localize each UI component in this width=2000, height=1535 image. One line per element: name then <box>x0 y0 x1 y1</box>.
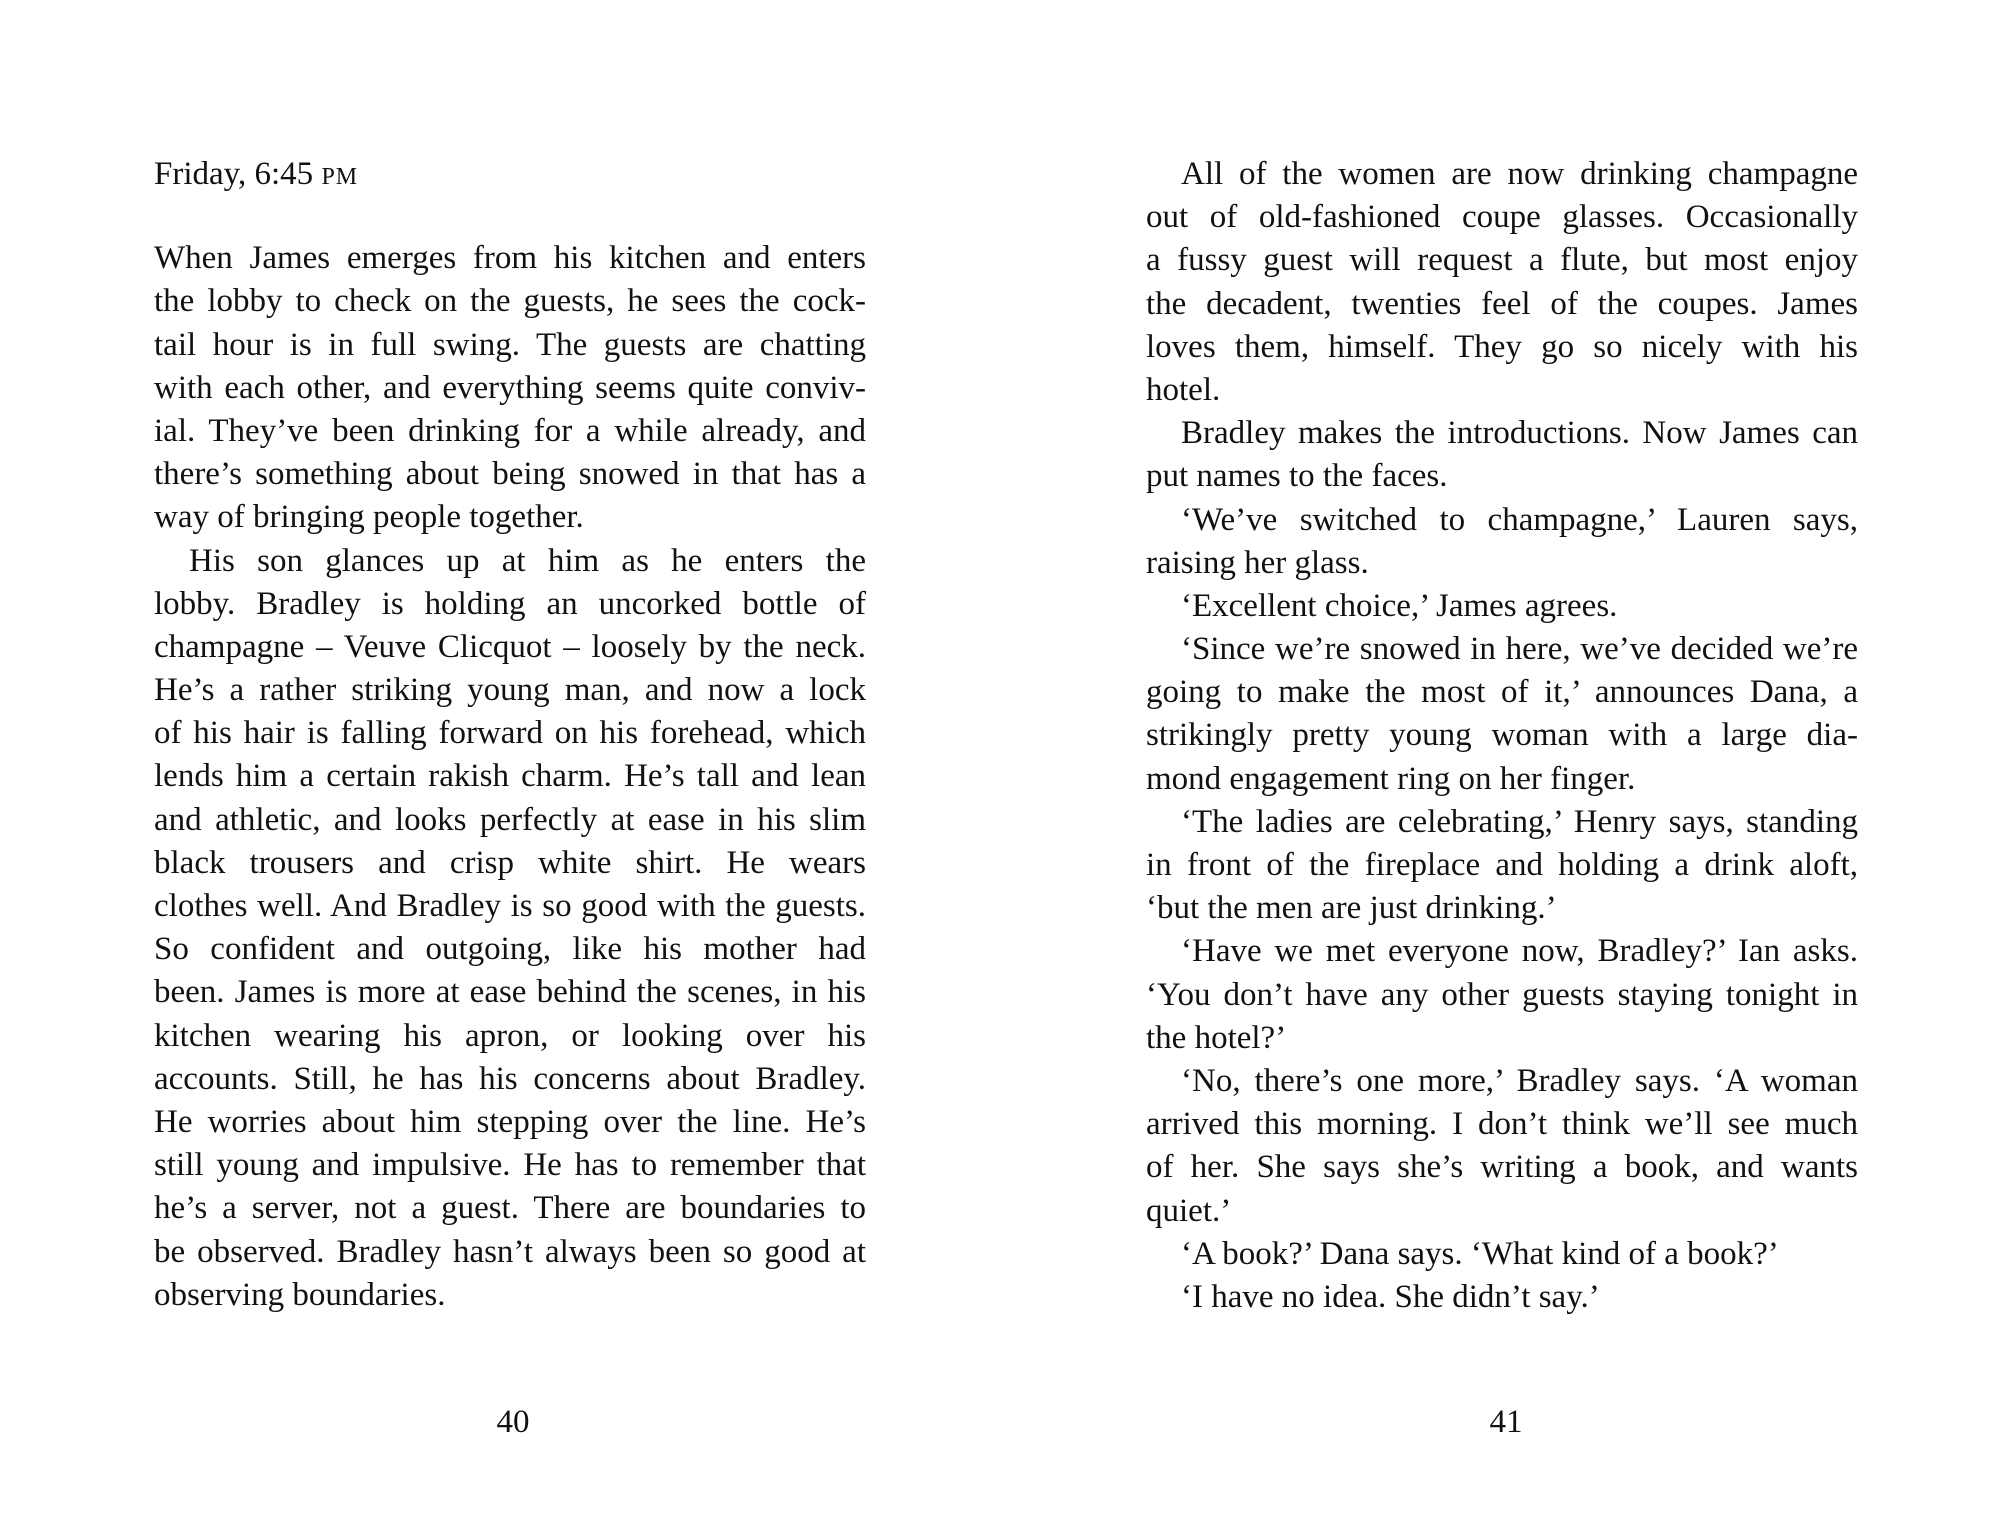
text-line: hotel. <box>1146 371 1221 408</box>
text-line: ‘Have we met everyone now, Bradley?’ Ian asks. <box>1181 933 1858 970</box>
text-line: accounts. Still, he has his concerns about Bradley. <box>154 1060 866 1097</box>
text-line: still young and impulsive. He has to remember that <box>154 1147 866 1184</box>
text-line: of his hair is falling forward on his forehead, which <box>154 715 866 752</box>
heading-day-time: Friday, 6:45 <box>154 156 314 192</box>
text-line: of her. She says she’s writing a book, and wants <box>1146 1149 1858 1186</box>
text-line: and athletic, and looks perfectly at ease in his slim <box>154 801 866 838</box>
text-line: the hotel?’ <box>1146 1019 1287 1056</box>
text-line: in front of the fireplace and holding a drink aloft, <box>1146 847 1858 883</box>
text-line: the decadent, twenties feel of the coupes. James <box>1146 285 1858 322</box>
text-line: ‘The ladies are celebrating,’ Henry says, standing <box>1181 803 1858 840</box>
text-line: lends him a certain rakish charm. He’s tall and lean <box>154 758 866 795</box>
text-line: quiet.’ <box>1146 1192 1232 1229</box>
text-line: way of bringing people together. <box>154 499 584 536</box>
text-line: been. James is more at ease behind the scenes, in his <box>154 974 866 1011</box>
text-line: ‘No, there’s one more,’ Bradley says. ‘A woman <box>1181 1062 1858 1099</box>
text-line: observing boundaries. <box>154 1276 446 1313</box>
text-line: arrived this morning. I don’t think we’ll see much <box>1146 1106 1858 1143</box>
text-line: He’s a rather striking young man, and now a lock <box>154 672 866 709</box>
text-line: Bradley makes the introductions. Now James can <box>1181 415 1858 452</box>
text-line: ‘A book?’ Dana says. ‘What kind of a book?’ <box>1181 1235 1779 1272</box>
text-line: ial. They’ve been drinking for a while already, and <box>154 412 866 449</box>
page-number: 40 <box>496 1404 530 1440</box>
section-heading <box>154 153 866 196</box>
text-line: ‘We’ve switched to champagne,’ Lauren says, <box>1181 501 1858 538</box>
text-line: there’s something about being snowed in that has a <box>154 456 866 493</box>
heading-meridiem: PM <box>321 164 359 190</box>
text-line: the lobby to check on the guests, he sees the cock- <box>154 283 866 320</box>
left-page-text <box>154 153 866 1317</box>
text-line: strikingly pretty young woman with a large dia- <box>1146 717 1858 754</box>
text-line: lobby. Bradley is holding an uncorked bottle of <box>154 585 866 622</box>
text-line: loves them, himself. They go so nicely with his <box>1146 328 1858 365</box>
text-line: be observed. Bradley hasn’t always been so good at <box>154 1233 866 1270</box>
text-line: clothes well. And Bradley is so good with the guests. <box>154 888 866 924</box>
text-line: he’s a server, not a guest. There are boundaries to <box>154 1190 866 1227</box>
text-line: going to make the most of it,’ announces Dana, a <box>1146 674 1858 711</box>
text-line: mond engagement ring on her finger. <box>1146 760 1636 797</box>
text-line: ‘I have no idea. She didn’t say.’ <box>1181 1278 1600 1315</box>
text-line: All of the women are now drinking champagne <box>1181 156 1858 192</box>
right-page-text <box>1146 153 1858 1319</box>
text-line: champagne – Veuve Clicquot – loosely by the neck. <box>154 628 866 665</box>
text-line: put names to the faces. <box>1146 458 1448 495</box>
text-line: a fussy guest will request a flute, but most enjoy <box>1146 242 1858 279</box>
text-line: His son glances up at him as he enters the <box>189 542 866 579</box>
text-line: kitchen wearing his apron, or looking over his <box>154 1017 866 1054</box>
text-line: black trousers and crisp white shirt. He wears <box>154 844 866 881</box>
text-line: When James emerges from his kitchen and enters <box>154 240 866 277</box>
text-line: ‘but the men are just drinking.’ <box>1146 890 1557 927</box>
text-line: He worries about him stepping over the line. He’s <box>154 1103 866 1140</box>
text-line: raising her glass. <box>1146 544 1369 581</box>
text-line: ‘Since we’re snowed in here, we’ve decided we’re <box>1181 631 1858 668</box>
text-line: with each other, and everything seems quite conviv- <box>154 369 866 406</box>
right-page <box>1000 0 2000 1535</box>
text-line: ‘Excellent choice,’ James agrees. <box>1181 587 1618 624</box>
text-line: out of old-fashioned coupe glasses. Occasionally <box>1146 199 1858 236</box>
text-line: So confident and outgoing, like his mother had <box>154 931 866 968</box>
page-number: 41 <box>1489 1404 1523 1440</box>
text-line: ‘You don’t have any other guests staying tonight in <box>1146 976 1858 1013</box>
text-line: tail hour is in full swing. The guests are chatting <box>154 326 866 363</box>
